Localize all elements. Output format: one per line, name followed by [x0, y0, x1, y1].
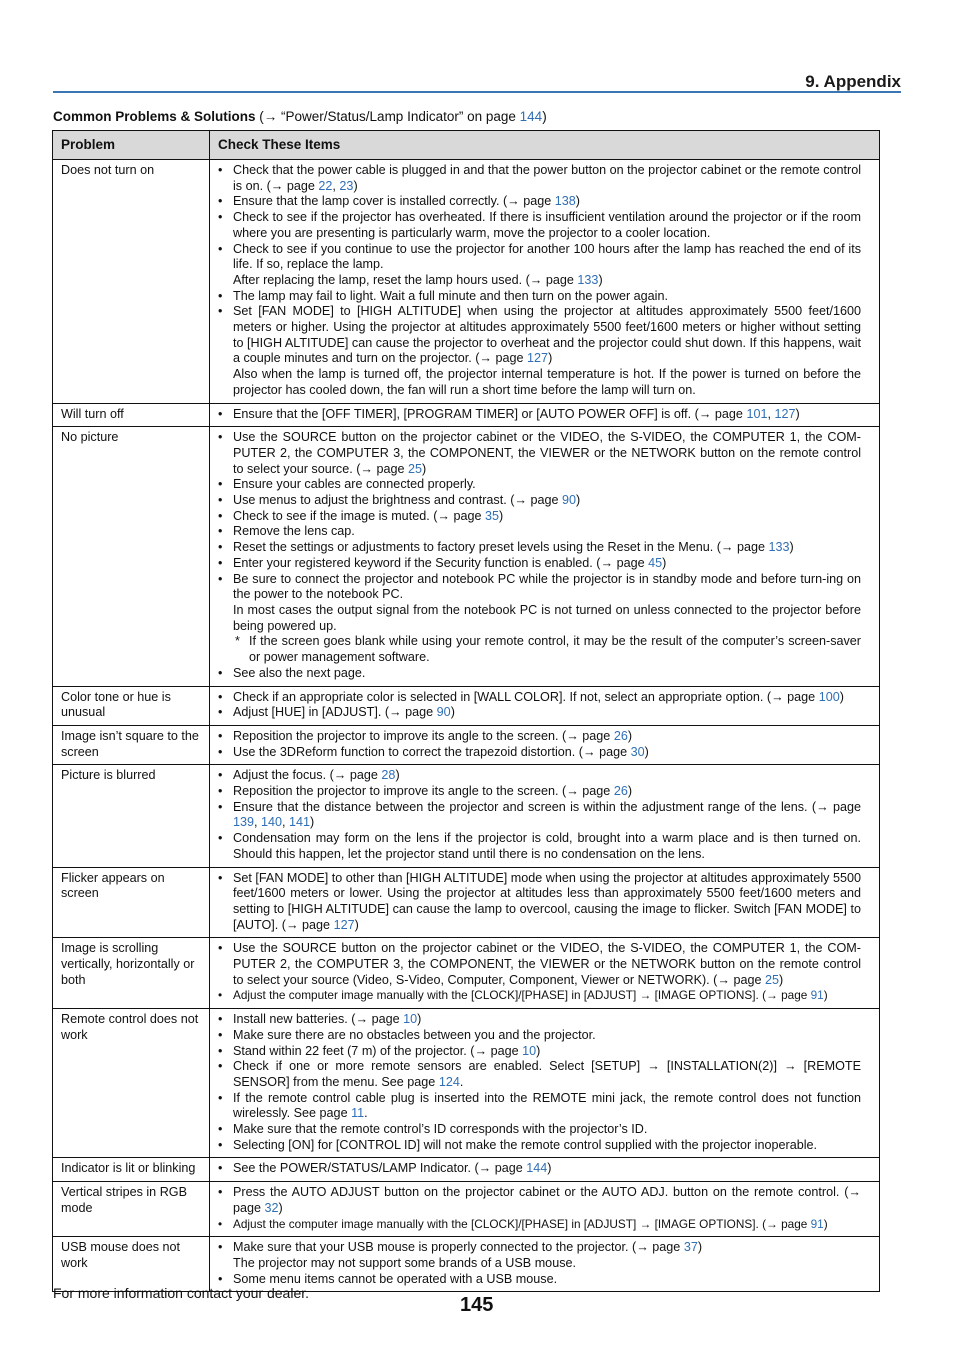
check-items-cell — [210, 1182, 880, 1237]
check-items-list — [218, 407, 861, 423]
item-text: See the POWER/STATUS/LAMP Indicator. (→ page — [233, 1161, 527, 1176]
item-text-after: ) — [644, 744, 649, 759]
list-item: • Ensure that the [OFF TIMER], [PROGRAM TIMER] or [AUTO POWER OFF] is off. (→ page 101, 127) — [218, 407, 861, 423]
list-item — [218, 1138, 861, 1154]
item-note-after: ) — [598, 272, 603, 287]
page-link[interactable]: 45 — [648, 555, 663, 570]
list-item — [218, 1122, 861, 1138]
page-link[interactable]: 35 — [485, 508, 500, 523]
item-text: Reposition the projector to improve its angle to the screen. (→ page — [233, 784, 614, 799]
check-items-cell — [210, 867, 880, 938]
list-item — [218, 304, 861, 398]
problem-cell: No picture — [53, 427, 210, 686]
table-body — [53, 160, 880, 1292]
check-items-cell — [210, 1237, 880, 1292]
table-row — [53, 725, 880, 764]
list-item — [218, 871, 861, 934]
item-text-after: ) — [627, 784, 633, 799]
item-text: Condensation may form on the lens if the projector is cold, brought into a warm place and is then turned on. Should this happen, let the projector stand until there is no condensation on the lens. — [233, 831, 861, 861]
list-item — [218, 988, 861, 1004]
problem-cell: Picture is blurred — [53, 765, 210, 867]
list-item — [218, 666, 861, 682]
check-items-cell — [210, 765, 880, 867]
item-text: Check that the power cable is plugged in and that the power button on the projector cabinet or the remote control is on. (→ page — [233, 163, 861, 193]
problem-cell: Vertical stripes in RGB mode — [53, 1182, 210, 1237]
page-link[interactable]: 140 — [261, 815, 283, 830]
check-items-list — [218, 430, 861, 681]
table-row — [53, 1009, 880, 1158]
check-items-list — [218, 768, 861, 862]
problem-cell: Will turn off — [53, 403, 210, 427]
page-link[interactable]: 26 — [613, 728, 628, 743]
page-link[interactable]: 127 — [333, 917, 355, 932]
list-item — [218, 690, 861, 706]
problem-cell: Image isn’t square to the screen — [53, 725, 210, 764]
problem-cell: USB mouse does not work — [53, 1237, 210, 1292]
item-text-after: ) — [823, 988, 828, 1003]
item-text-after: ) — [575, 194, 580, 209]
list-item — [218, 242, 861, 289]
section-title — [53, 109, 547, 124]
item-text: Stand within 22 feet (7 m) of the projector. (→ page — [233, 1043, 523, 1058]
check-items-cell — [210, 1158, 880, 1182]
list-item — [218, 768, 861, 784]
item-text: Check to see if the projector has overheated. If there is insufficient ventilation around the projector or if the room where you are presenting is particularly warm, move the projector to a cooler location. — [233, 210, 861, 240]
list-item — [218, 1091, 861, 1122]
list-item: • Check that the power cable is plugged in and that the power button on the projector cabinet or the remote control is on. (→ page 22, 23) — [218, 163, 861, 194]
item-text-after: ) — [499, 508, 504, 523]
item-text: Use the SOURCE button on the projector cabinet or the VIDEO, the S-VIDEO, the COMPUTER 1, the COM-PUTER 2, the COMPUTER 3, the COMPONENT, the VIEWER or the NETWORK button on the remote control to select your source (Video, S-Video, Computer, Component, Viewer or NETWORK). (→ page — [233, 941, 861, 987]
item-text-after: . — [459, 1074, 464, 1089]
list-item — [218, 1012, 861, 1028]
item-text-after: ) — [450, 705, 455, 720]
list-item — [218, 831, 861, 862]
item-text: Ensure that the distance between the projector and screen is within the adjustment range of the lens. (→ page — [233, 799, 861, 814]
page-link[interactable]: 127 — [774, 406, 796, 421]
item-text-after: ) — [417, 1012, 422, 1027]
footer-note: For more information contact your dealer. — [53, 1285, 310, 1301]
item-footnote: * If the screen goes blank while using your remote control, it may be the result of the computer’s screen-saver or power management software. — [233, 634, 861, 665]
item-text: Enter your registered keyword if the Security function is enabled. (→ page — [233, 555, 649, 570]
page-link[interactable]: 11 — [351, 1106, 365, 1121]
list-item — [218, 194, 861, 210]
column-header-problem: Problem — [53, 131, 210, 160]
check-items-list — [218, 690, 861, 721]
item-text: Make sure there are no obstacles between you and the projector. — [233, 1027, 596, 1042]
item-note — [233, 603, 861, 634]
problem-cell: Color tone or hue is unusual — [53, 686, 210, 725]
item-text: Use the 3DReform function to correct the trapezoid distortion. (→ page — [233, 744, 631, 759]
item-text: If the remote control cable plug is inserted into the REMOTE mini jack, the remote control does not function wirelessly. See page — [233, 1090, 861, 1121]
item-text: Ensure that the [OFF TIMER], [PROGRAM TIMER] or [AUTO POWER OFF] is off. (→ page — [233, 406, 747, 421]
list-item — [218, 210, 861, 241]
section-header-title: 9. Appendix — [805, 72, 901, 91]
table-row — [53, 867, 880, 938]
list-item — [218, 1161, 861, 1177]
item-text-after: ) — [789, 540, 794, 555]
item-text-after: ) — [778, 972, 784, 987]
item-text-after: ) — [697, 1240, 703, 1255]
item-note — [233, 273, 861, 289]
page-link[interactable]: 144 — [526, 1161, 548, 1176]
item-text-after: ) — [548, 351, 553, 366]
page-link[interactable]: 124 — [438, 1074, 460, 1089]
problem-cell: Flicker appears on screen — [53, 867, 210, 938]
item-text: Adjust the focus. (→ page — [233, 768, 382, 783]
page-link[interactable]: 37 — [683, 1240, 698, 1255]
list-item — [218, 1240, 861, 1271]
page-link[interactable]: 127 — [527, 351, 549, 366]
item-text: Press the AUTO ADJUST button on the projector cabinet or the AUTO ADJ. button on the remote control. (→ page — [233, 1185, 861, 1215]
item-text: Reset the settings or adjustments to factory preset levels using the Reset in the Menu. (→ page — [233, 540, 769, 555]
page-link[interactable]: 90 — [562, 493, 577, 508]
item-text-after: ) — [310, 815, 315, 830]
item-text: Install new batteries. (→ page — [233, 1012, 404, 1027]
item-text: Check to see if you continue to use the projector for another 100 hours after the lamp has reached the end of its life. If so, replace the lamp. — [233, 241, 861, 272]
check-items-cell — [210, 686, 880, 725]
page-link[interactable]: 133 — [577, 272, 599, 287]
list-item — [218, 1185, 861, 1216]
page-link[interactable]: 91 — [810, 988, 824, 1003]
check-items-cell — [210, 160, 880, 404]
item-text-after: ) — [795, 406, 800, 421]
table-row — [53, 160, 880, 404]
check-items-list — [218, 1161, 861, 1177]
item-text-after: ) — [353, 178, 358, 193]
item-note-text: In most cases the output signal from the notebook PC is not turned on unless connected to the projector before being powered up. — [233, 602, 861, 633]
item-text-after: ) — [354, 917, 359, 932]
list-item — [218, 705, 861, 721]
item-text: Set [FAN MODE] to other than [HIGH ALTITUDE] mode when using the projector at altitudes approximately 5500 feet/1600 meters or lower. Using the projector at altitudes less than approximately 5500 feet/1600 meters and setting to [HIGH ALTITUDE] can cause the lamp to overcool, causing the image to flicker. Switch [FAN MODE] to [AUTO]. (→ page — [233, 870, 861, 932]
table-header-row — [53, 131, 880, 160]
check-items-list — [218, 1185, 861, 1232]
item-text-after: ) — [422, 461, 427, 476]
item-text: Make sure that the remote control’s ID corresponds with the projector’s ID. — [233, 1122, 648, 1137]
table-row — [53, 1182, 880, 1237]
item-text-after: ) — [536, 1043, 541, 1058]
list-item — [218, 729, 861, 745]
list-item — [218, 784, 861, 800]
item-text-after: ) — [547, 1161, 552, 1176]
page-link[interactable]: 10 — [403, 1012, 418, 1027]
list-item — [218, 941, 861, 988]
table-row — [53, 427, 880, 686]
item-text: Check to see if the image is muted. (→ page — [233, 508, 485, 523]
check-items-cell — [210, 1009, 880, 1158]
list-item — [218, 289, 861, 305]
item-text: Make sure that your USB mouse is properly connected to the projector. (→ page — [233, 1240, 684, 1255]
page-link[interactable]: 90 — [436, 705, 451, 720]
list-item — [218, 1028, 861, 1044]
table-row — [53, 1158, 880, 1182]
item-text: Use the SOURCE button on the projector cabinet or the VIDEO, the S-VIDEO, the COMPUTER 1, the COM-PUTER 2, the COMPUTER 3, the COMPONENT, the VIEWER or the NETWORK button on the remote control to select your source. (→ page — [233, 430, 861, 476]
page-link[interactable]: 141 — [289, 815, 311, 830]
check-items-list — [218, 871, 861, 934]
problem-cell: Remote control does not work — [53, 1009, 210, 1158]
list-item — [218, 430, 861, 477]
check-items-list — [218, 1012, 861, 1153]
item-text: Adjust the computer image manually with the [CLOCK]/[PHASE] in [ADJUST] → [IMAGE OPTIONS]. (→ page — [233, 1216, 811, 1231]
table-row — [53, 938, 880, 1009]
page-link[interactable]: 138 — [554, 194, 576, 209]
page-link[interactable]: 139 — [233, 815, 255, 830]
item-text: Ensure that the lamp cover is installed correctly. (→ page — [233, 194, 555, 209]
list-item — [218, 509, 861, 525]
list-item — [218, 1217, 861, 1233]
list-item — [218, 572, 861, 666]
list-item — [218, 1059, 861, 1090]
list-item — [218, 540, 861, 556]
page-link[interactable]: 28 — [381, 768, 396, 783]
item-text-after: ) — [576, 493, 581, 508]
page-link[interactable]: 101 — [746, 406, 768, 421]
page-link[interactable]: 23 — [339, 178, 354, 193]
list-item — [218, 1044, 861, 1060]
problem-cell: Does not turn on — [53, 160, 210, 404]
section-title-text: Common Problems & Solutions — [53, 109, 256, 124]
table-row — [53, 686, 880, 725]
item-text: Adjust the computer image manually with the [CLOCK]/[PHASE] in [ADJUST] → [IMAGE OPTIONS]. (→ page — [233, 988, 811, 1003]
list-item: • Ensure that the distance between the projector and screen is within the adjustment range of the lens. (→ page 139, 140, 141) — [218, 800, 861, 831]
problem-cell: Image is scrolling vertically, horizontally or both — [53, 938, 210, 1009]
table-row — [53, 1237, 880, 1292]
item-text-after: ) — [395, 768, 400, 783]
item-note-text: Also when the lamp is turned off, the projector internal temperature is hot. If the power is turned on before the projector has cooled down, the fan will run a short time before the lamp will turn on. — [233, 367, 861, 397]
page-link[interactable]: 26 — [613, 784, 628, 799]
item-text: Be sure to connect the projector and notebook PC while the projector is in standby mode and before turn-ing on the power to the notebook PC. — [233, 571, 861, 602]
item-text: Some menu items cannot be operated with a USB mouse. — [233, 1271, 558, 1286]
item-text: The lamp may fail to light. Wait a full minute and then turn on the power again. — [233, 288, 668, 303]
item-note-text: The projector may not support some brands of a USB mouse. — [233, 1256, 576, 1270]
page-link[interactable]: 100 — [818, 689, 840, 704]
column-header-check-items: Check These Items — [210, 131, 880, 160]
item-text-after: ) — [839, 689, 844, 704]
problem-cell: Indicator is lit or blinking — [53, 1158, 210, 1182]
list-item — [218, 1272, 861, 1288]
check-items-list — [218, 729, 861, 760]
page-link[interactable]: 30 — [630, 744, 645, 759]
check-items-cell — [210, 427, 880, 686]
list-item — [218, 745, 861, 761]
list-item — [218, 493, 861, 509]
list-item — [218, 556, 861, 572]
check-items-list — [218, 163, 861, 399]
item-text: Remove the lens cap. — [233, 524, 355, 539]
item-text: Ensure your cables are connected properly. — [233, 477, 476, 492]
item-text: Use menus to adjust the brightness and contrast. (→ page — [233, 493, 563, 508]
section-ref-prefix: (→ “Power/Status/Lamp Indicator” on page — [255, 109, 520, 124]
check-items-cell — [210, 938, 880, 1009]
item-text: See also the next page. — [233, 665, 366, 680]
item-text: Check if an appropriate color is selected in [WALL COLOR]. If not, select an appropriate option. (→ page — [233, 689, 819, 704]
table-row — [53, 403, 880, 427]
item-text: Selecting [ON] for [CONTROL ID] will not make the remote control supplied with the projector inoperable. — [233, 1137, 817, 1152]
item-text-after: ) — [823, 1216, 828, 1231]
section-ref-suffix: ) — [542, 109, 547, 124]
check-items-cell — [210, 403, 880, 427]
check-items-list — [218, 941, 861, 1004]
item-text-after: ) — [278, 1200, 283, 1215]
item-text: Adjust [HUE] in [ADJUST]. (→ page — [233, 705, 437, 720]
page-link[interactable]: 133 — [768, 540, 790, 555]
header-rule — [53, 91, 901, 93]
page-link[interactable]: 25 — [408, 461, 423, 476]
page-link[interactable]: 10 — [522, 1043, 537, 1058]
page-link[interactable]: 32 — [264, 1200, 279, 1215]
item-text: Reposition the projector to improve its angle to the screen. (→ page — [233, 728, 614, 743]
list-item — [218, 477, 861, 493]
item-text-after: ) — [662, 555, 667, 570]
item-note-text: After replacing the lamp, reset the lamp hours used. (→ page — [233, 272, 578, 287]
list-item — [218, 524, 861, 540]
check-items-list — [218, 1240, 861, 1287]
item-text-after: ) — [627, 728, 633, 743]
page-link[interactable]: 22 — [318, 178, 333, 193]
check-items-cell — [210, 725, 880, 764]
item-note — [233, 367, 861, 398]
problems-table — [52, 130, 880, 1292]
page-link[interactable]: 25 — [764, 972, 779, 987]
item-note — [233, 1256, 861, 1272]
item-text-after: . — [364, 1106, 368, 1121]
page-number: 145 — [460, 1294, 494, 1316]
table-row — [53, 765, 880, 867]
page-link[interactable]: 91 — [810, 1216, 824, 1231]
item-text: Set [FAN MODE] to [HIGH ALTITUDE] when using the projector at altitudes approximately 5500 feet/1600 meters or higher. Using the projector at altitudes approximately 5500 feet/1600 meters or higher without setting to [HIGH ALTITUDE] can cause the projector to overheat and the projector could shut down. If this happens, wait a couple minutes and turn on the projector. (→ page — [233, 304, 861, 366]
item-text: Check if one or more remote sensors are enabled. Select [SETUP] → [INSTALLATION(2)] → [REMOTE SENSOR] from the menu. See page — [233, 1059, 861, 1089]
section-ref-page-link[interactable]: 144 — [519, 109, 543, 124]
